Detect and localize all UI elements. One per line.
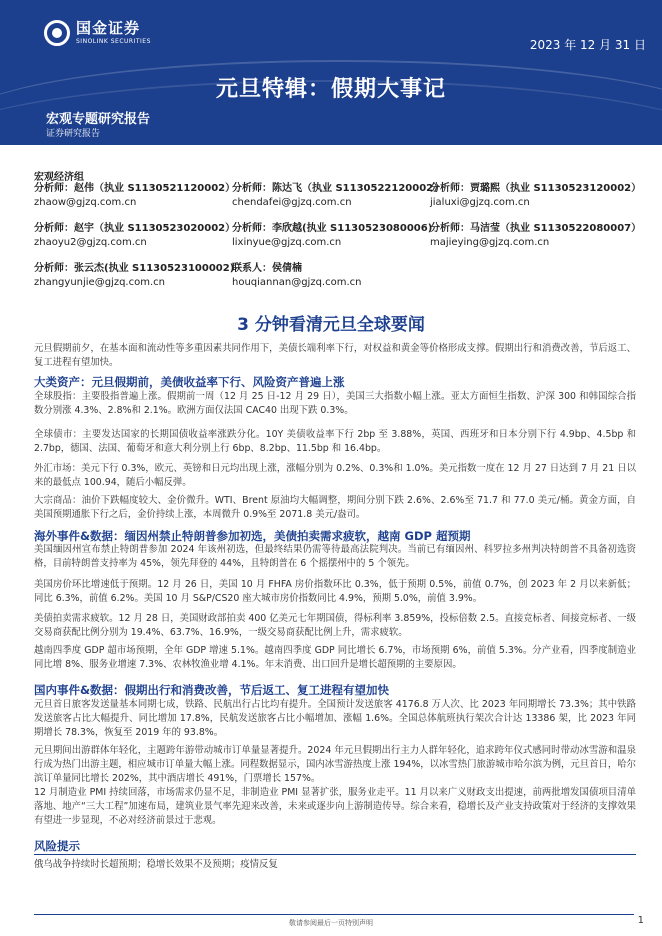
analyst-card	[34, 262, 234, 290]
analyst-card	[430, 182, 641, 210]
logo-icon	[44, 20, 70, 46]
report-title: 元旦特辑：假期大事记	[215, 77, 446, 102]
analyst-card	[430, 222, 641, 250]
analyst-email[interactable]: lixinyue@gjzq.com.cn	[232, 237, 342, 248]
analyst-name: 分析师：赵伟（执业 S1130521120002）	[34, 183, 236, 194]
page-number: 1	[637, 915, 644, 926]
analyst-name: 分析师：陈达飞（执业 S1130522120002）	[232, 183, 444, 194]
paragraph-pmi: 12 月制造业 PMI 持续回落，市场需求仍显不足，非制造业 PMI 显著扩张，服务业走平。11 月以来广义财政支出提速，前两批增发国债项目清单落地、地产“三大工程”加速布局，建筑业景气率先迎来改善，未来或逐步向上游制造传导。综合来看，稳增长及产业支持政策对于经济的支撑效果有望进一步显现，不必对经济前景过于悲观。	[34, 787, 636, 826]
analyst-name: 分析师：马洁莹（执业 S1130522080007）	[430, 223, 642, 234]
logo-name-en: SINOLINK SECURITIES	[76, 38, 151, 45]
company-logo	[44, 20, 151, 46]
analyst-card	[34, 182, 235, 210]
analyst-email[interactable]: chendafei@gjzq.com.cn	[232, 197, 352, 208]
heading-overseas: 海外事件&数据：缅因州禁止特朗普参加初选，美债拍卖需求疲软，越南 GDP 超预期	[34, 529, 471, 543]
analyst-card	[232, 182, 443, 210]
heading-risk: 风险提示	[34, 839, 80, 853]
analyst-card	[34, 222, 235, 250]
paragraph-tourism: 元旦期间出游群体年轻化，主题跨年游带动城市订单量显著提升。2024 年元旦假期出行主力人群年轻化，追求跨年仪式感同时带动冰雪游和温泉行成为热门出游主题，相应城市订单量大幅上涨。同程数据显示，国内冰雪游热度上涨 194%，以冰雪热门旅游城市哈尔滨为例，元旦首日，哈尔滨订单量同比增长 202%，其中酒店增长 491%，门票增长 157%。	[34, 745, 636, 784]
report-type: 宏观专题研究报告	[46, 112, 151, 127]
analyst-email[interactable]: zhaow@gjzq.com.cn	[34, 197, 137, 208]
report-date: 2023 年 12 月 31 日	[529, 38, 646, 52]
analyst-email[interactable]: zhangyunjie@gjzq.com.cn	[34, 277, 165, 288]
contact-name: 联系人：侯倩楠	[232, 263, 302, 274]
paragraph-vietnam-gdp: 越南四季度 GDP 超市场预期，全年 GDP 增速 5.1%。越南四季度 GDP 同比增长 6.7%，市场预期 6%，前值 5.3%。分产业看，四季度制造业同比增 8%、服务业增速 7.3%、农林牧渔业增 4.1%。年末消费、出口回升是增长超预期的主要原因。	[34, 645, 636, 670]
analyst-email[interactable]: majieying@gjzq.com.cn	[430, 237, 550, 248]
footer-disclaimer[interactable]: 敬请参阅最后一页特别声明	[289, 919, 373, 927]
paragraph-fx: 外汇市场：美元下行 0.3%，欧元、英镑和日元均出现上涨，涨幅分别为 0.2%、0.3%和 1.0%。美元指数一度在 12 月 27 日达到 7 月 21 日以来的最低点 100.94，随后小幅反弹。	[34, 463, 636, 488]
contact-email[interactable]: houqiannan@gjzq.com.cn	[232, 277, 362, 288]
intro-paragraph: 元旦假期前夕，在基本面和流动性等多重因素共同作用下，美债长端利率下行，对权益和黄金等价格形成支撑。假期出行和消费改善，节后返工、复工进程有望加快。	[34, 343, 636, 368]
analyst-email[interactable]: jialuxi@gjzq.com.cn	[430, 197, 530, 208]
heading-domestic: 国内事件&数据：假期出行和消费改善，节后返工、复工进程有望加快	[34, 683, 390, 697]
paragraph-risk: 俄乌战争持续时长超预期；稳增长效果不及预期；疫情反复	[34, 859, 278, 870]
section-title: 3 分钟看清元旦全球要闻	[237, 315, 425, 335]
paragraph-treasury-auction: 美债拍卖需求疲软。12 月 28 日，美国财政部拍卖 400 亿美元七年期国债，得标利率 3.859%，投标倍数 2.5。直接竞标者、间接竞标者、一级交易商获配比例分别为 19.4%、63.7%、16.9%，一级交易商获配比例上升，需求疲软。	[34, 613, 636, 638]
analyst-card	[232, 222, 432, 250]
team-name: 宏观经济组	[34, 172, 84, 183]
header-banner	[0, 0, 662, 145]
analyst-name: 分析师：赵宇（执业 S1130523020002）	[34, 223, 236, 234]
paragraph-us-election: 美国缅因州宣布禁止特朗普参加 2024 年该州初选，但最终结果仍需等待最高法院判决。当前已有缅因州、科罗拉多州判决特朗普不具备初选资格，目前特朗普支持率为 45%，领先拜登的 44%，且特朗普在 6 个摇摆州中的 5 个领先。	[34, 544, 636, 569]
paragraph-commodities: 大宗商品：油价下跌幅度较大、金价微升。WTI、Brent 原油均大幅调整，期间分别下跌 2.6%、2.6%至 71.7 和 77.0 美元/桶。黄金方面，自美国预期通胀下行之后，金价持续上涨，本周微升 0.9%至 2071.8 美元/盎司。	[34, 495, 636, 520]
report-subtype: 证券研究报告	[46, 129, 101, 139]
analyst-name: 分析师：李欣越(执业 S1130523080006)	[232, 223, 433, 234]
paragraph-us-housing: 美国房价环比增速低于预期。12 月 26 日，美国 10 月 FHFA 房价指数环比 0.3%，低于预期 0.5%，前值 0.7%，创 2023 年 2 月以来新低；同比 6.3%，前值 6.2%。美国 10 月 S&P/CS20 座大城市房价指数同比 4.9%，预期 5.0%，前值 3.9%。	[34, 579, 636, 604]
analyst-name: 分析师：贾璐熙（执业 S1130523120002）	[430, 183, 642, 194]
heading-asset-classes: 大类资产：元旦假期前，美债收益率下行、风险资产普遍上涨	[34, 375, 345, 389]
footer-divider	[34, 914, 634, 915]
analyst-name: 分析师：张云杰(执业 S1130523100002)	[34, 263, 235, 274]
analyst-email[interactable]: zhaoyu2@gjzq.com.cn	[34, 237, 147, 248]
paragraph-travel: 元旦首日旅客发送量基本同期七成，铁路、民航出行占比均有提升。全国预计发送旅客 4176.8 万人次、比 2023 年同期增长 73.3%；其中铁路发送旅客占比大幅提升、同比增加 17.8%，民航发送旅客占比小幅增加、涨幅 1.6%。全国总体航班执行架次合计达 13386 架，比 2023 年同期增长 78.3%，恢复至 2019 年的 93.8%。	[34, 699, 636, 738]
logo-name-cn: 国金证券	[76, 19, 141, 37]
risk-divider	[34, 854, 636, 855]
contact-card	[232, 262, 361, 290]
paragraph-global-bonds: 全球债市：主要发达国家的长期国债收益率涨跌分化。10Y 美债收益率下行 2bp 至 3.88%，英国、西班牙和日本分别下行 4.9bp、4.5bp 和 2.7bp，德国、法国、葡萄牙和意大利分别上行 6bp、8.2bp、11.5bp 和 16.4bp。	[34, 429, 636, 454]
paragraph-global-equities: 全球股指：主要股指普遍上涨。假期前一周（12 月 25 日-12 月 29 日），美国三大指数小幅上涨。亚太方面恒生指数、沪深 300 和韩国综合指数分别涨 4.3%、2.8%和 2.1%。欧洲方面仅法国 CAC40 出现下跌 0.3%。	[34, 391, 636, 416]
